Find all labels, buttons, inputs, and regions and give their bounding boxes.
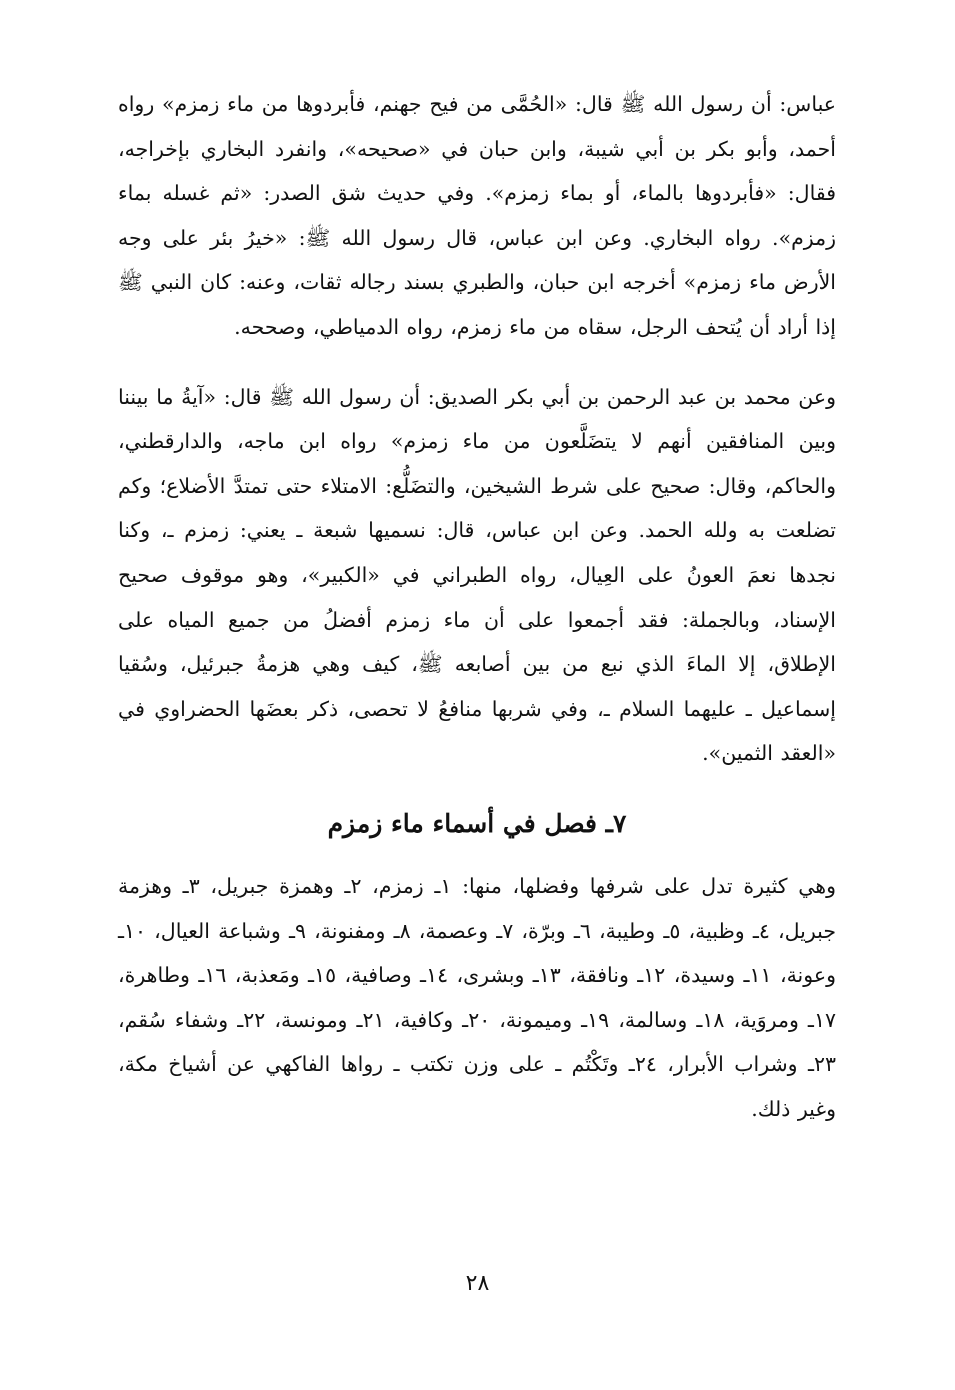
section-heading: ٧ـ فصل في أسماء ماء زمزم xyxy=(327,808,627,838)
paragraph-ibn-abbas-fever: عباس: أن رسول الله ﷺ قال: «الحُمَّى من فيح جهنم، فأبردوها من ماء زمزم» رواه أحمد، وأبو بكر بن أبي شيبة، وابن حبان في «صحيحه»، وانفرد البخاري بإخراجه، فقال: «فأبردوها بالماء، أو بماء زمزم». وفي حديث شق الصدر: «ثم غسله بماء زمزم». رواه البخاري. وعن ابن عباس، قال رسول الله ﷺ: «خيرُ بئر على وجه الأرض ماء زمزم» أخرجه ابن حبان، والطبري بسند رجاله ثقات، وعنه: كان النبي ﷺ إذا أراد أن يُتحف الرجل، سقاه من ماء زمزم، رواه الدمياطي، وصححه. xyxy=(118,92,836,339)
paragraph-zamzam-names: وهي كثيرة تدل على شرفها وفضلها، منها: ١ـ زمزم، ٢ـ وهمزة جبريل، ٣ـ وهزمة جبريل، ٤ـ وظبية، ٥ـ وطيبة، ٦ـ وبرّة، ٧ـ وعصمة، ٨ـ ومفنونة، ٩ـ وشباعة العيال، ١٠ـ وعونة، ١١ـ وسيدة، ١٢ـ ونافقة، ١٣ـ وبشرى، ١٤ـ وصافية، ١٥ـ ومَعذبة، ١٦ـ وطاهرة، ١٧ـ ومروَية، ١٨ـ وسالمة، ١٩ـ وميمونة، ٢٠ـ وكافية، ٢١ـ ومونسة، ٢٢ـ وشفاء سُقم، ٢٣ـ وشراب الأبرار، ٢٤ـ وتَكْتُم ـ على وزن تكتب ـ رواها الفاكهي عن أشياخ مكة، وغير ذلك. xyxy=(118,873,837,1121)
page-content xyxy=(118,82,836,1131)
paragraph-hypocrites-zamzam: وعن محمد بن عبد الرحمن بن أبي بكر الصديق: أن رسول الله ﷺ قال: «آيةُ ما بيننا وبين المنافقين أنهم لا يتضَلَّعون من ماء زمزم» رواه ابن ماجه، والدارقطني، والحاكم، وقال: صحيح على شرط الشيخين، والتضَلُّع: الامتلاء حتى تمتدَّ الأضلاع؛ وكم تضلعت به ولله الحمد. وعن ابن عباس، قال: نسميها شبعة ـ يعني: زمزم ـ، وكنا نجدها نعمَ العونُ على العِيال، رواه الطبراني في «الكبير»، وهو موقوف صحيح الإسناد، وبالجملة: فقد أجمعوا على أن ماء زمزم أفضلُ من جميع المياه على الإطلاق، إلا الماءَ الذي نبع من بين أصابعه ﷺ، كيف وهي هزمةُ جبرئيل، وسُقيا إسماعيل ـ عليهما السلام ـ، وفي شربها منافعُ لا تحصى، ذكر بعضَها الحضراوي في «العقد الثمين». xyxy=(118,384,836,766)
page-number: ٢٨ xyxy=(465,1271,490,1296)
